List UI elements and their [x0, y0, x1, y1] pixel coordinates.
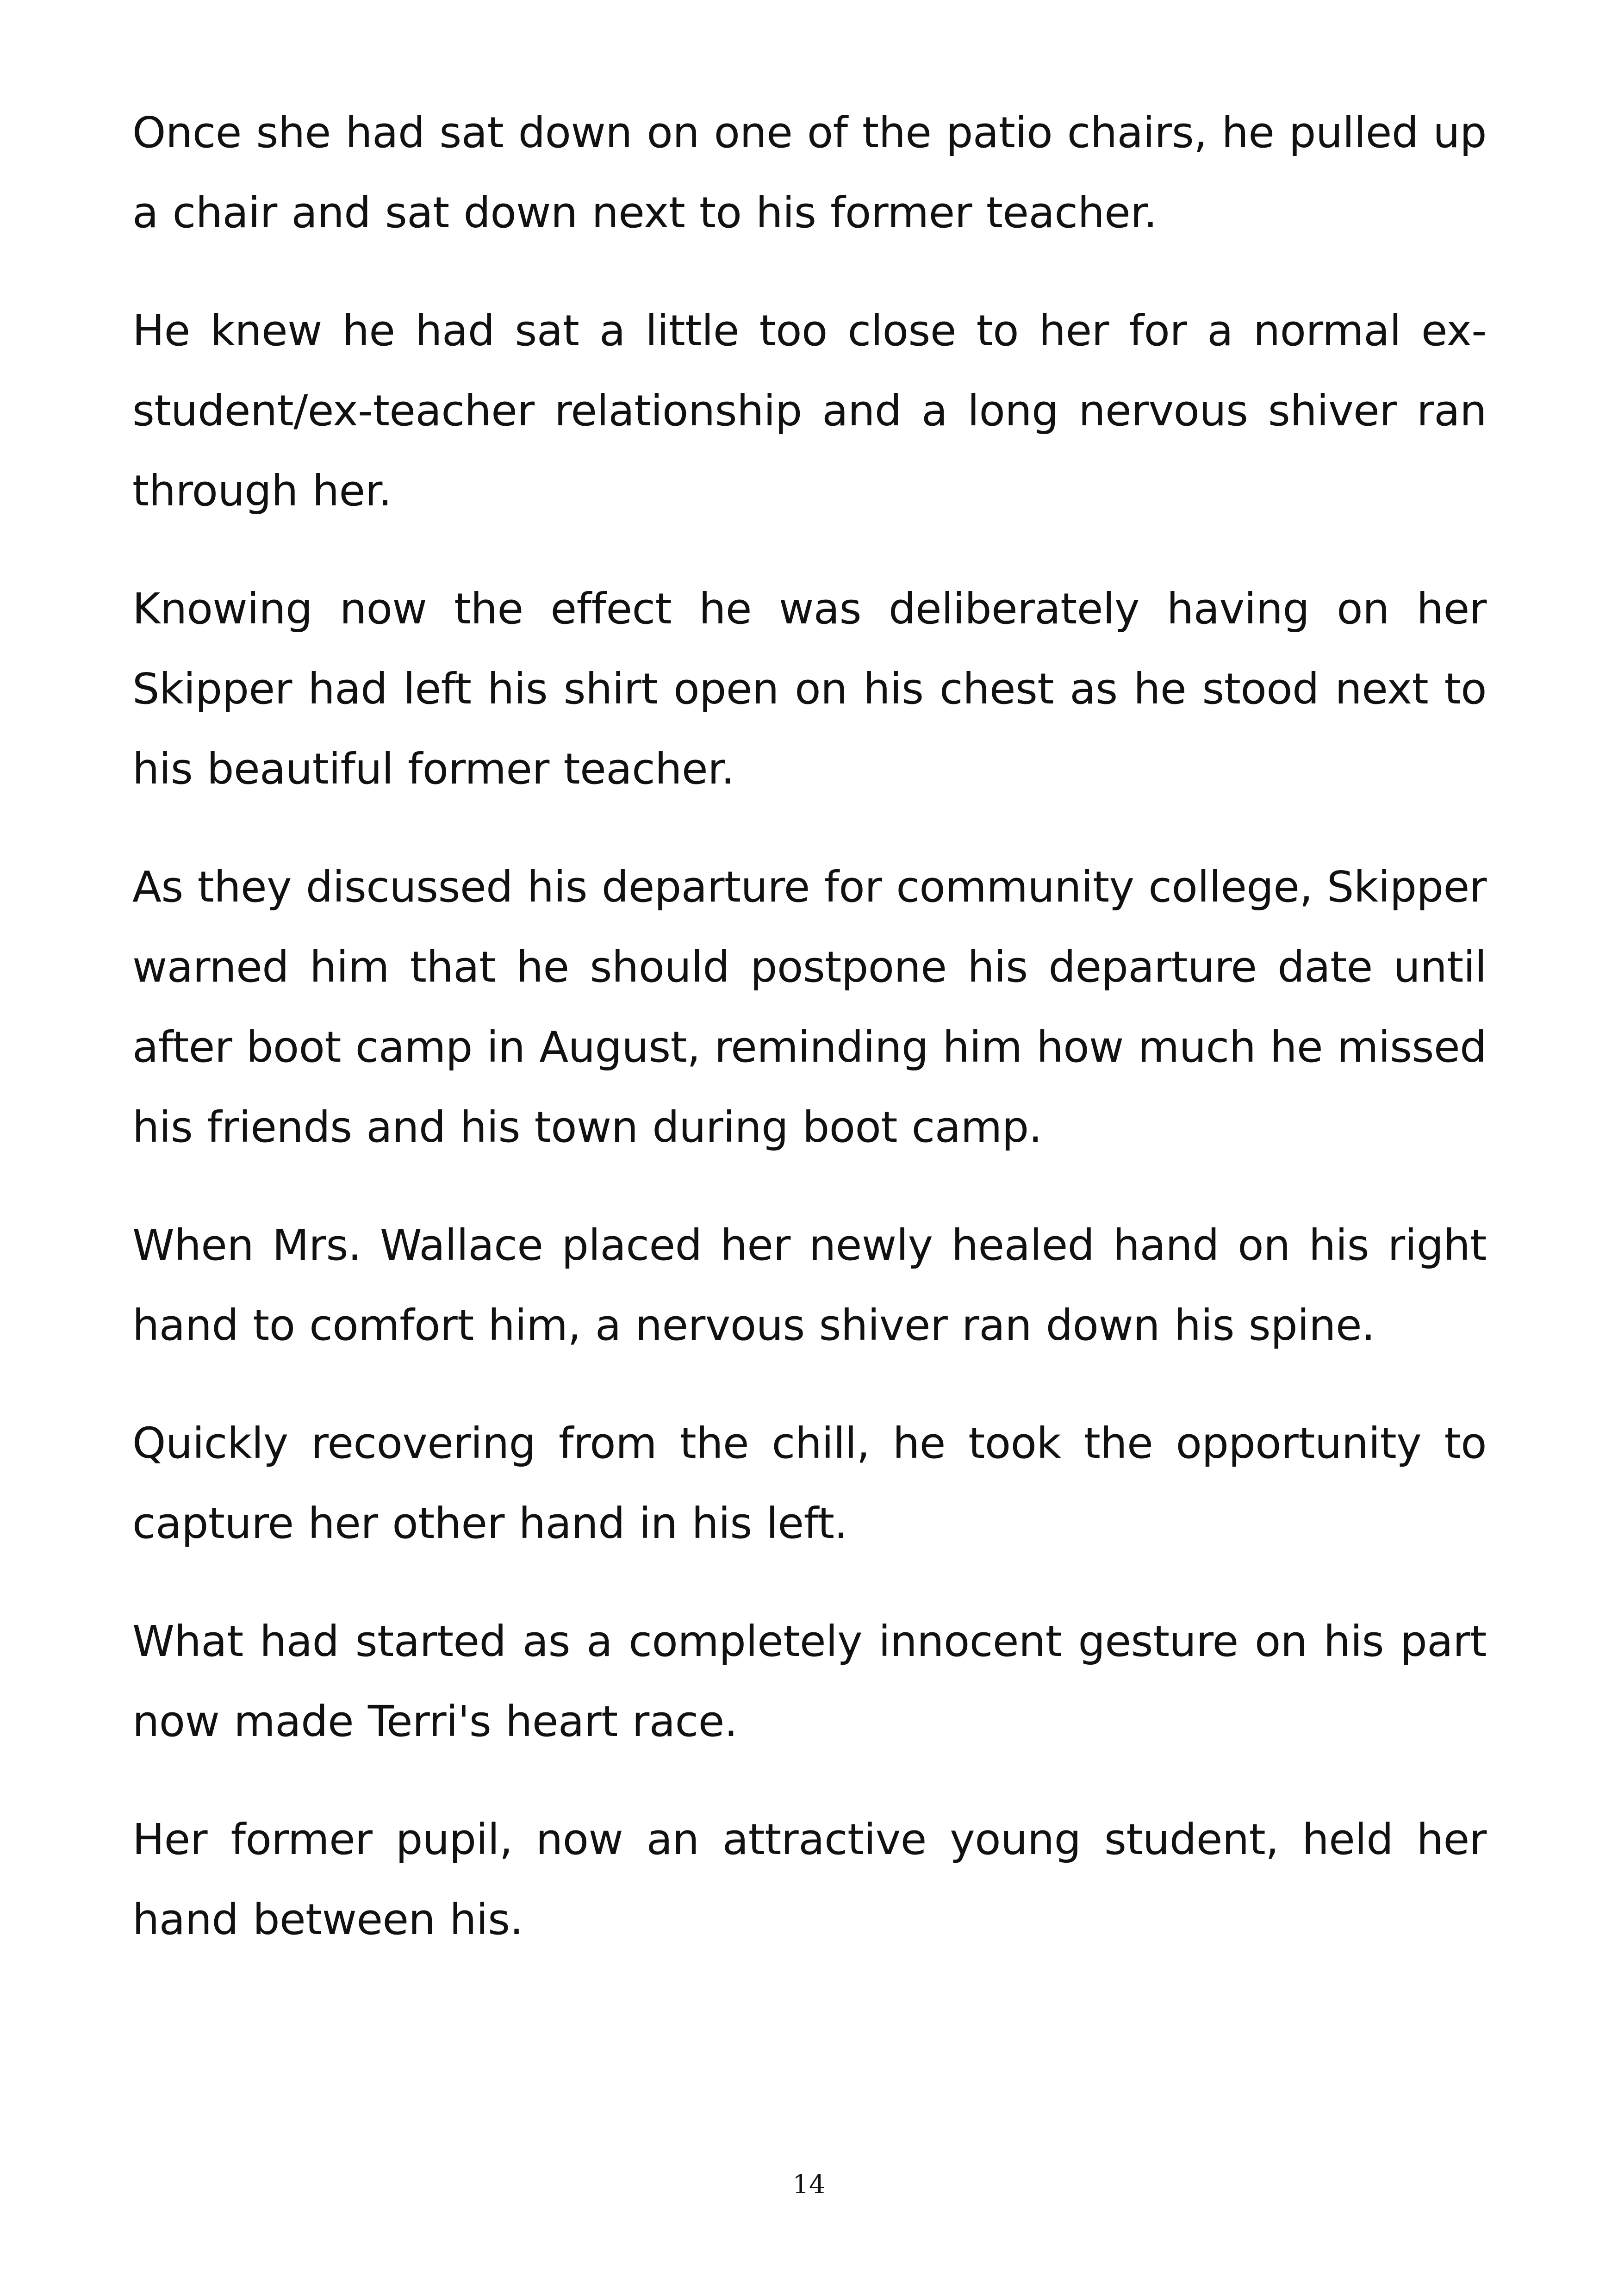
- paragraph: Once she had sat down on one of the patio chairs, he pulled up a chair and sat down next to his former teacher.: [132, 108, 1487, 237]
- page-number: 14: [792, 2170, 826, 2200]
- paragraph: As they discussed his departure for community college, Skipper warned him that he should postpone his departure date until after boot camp in August, reminding him how much he missed his friends and his town during boot camp.: [132, 862, 1487, 1152]
- paragraph: Knowing now the effect he was deliberately having on her Skipper had left his shirt open on his chest as he stood next to his beautiful former teacher.: [132, 584, 1487, 794]
- paragraph: Her former pupil, now an attractive young student, held her hand between his.: [132, 1815, 1487, 1944]
- paragraph: What had started as a completely innocent gesture on his part now made Terri's heart race.: [132, 1617, 1487, 1746]
- paragraph: He knew he had sat a little too close to her for a normal ex-student/ex-teacher relationship and a long nervous shiver ran through her.: [132, 306, 1487, 516]
- paragraph: When Mrs. Wallace placed her newly healed hand on his right hand to comfort him, a nervous shiver ran down his spine.: [132, 1220, 1487, 1350]
- paragraph: Quickly recovering from the chill, he took the opportunity to capture her other hand in his left.: [132, 1419, 1487, 1548]
- body-text: [132, 93, 1487, 1997]
